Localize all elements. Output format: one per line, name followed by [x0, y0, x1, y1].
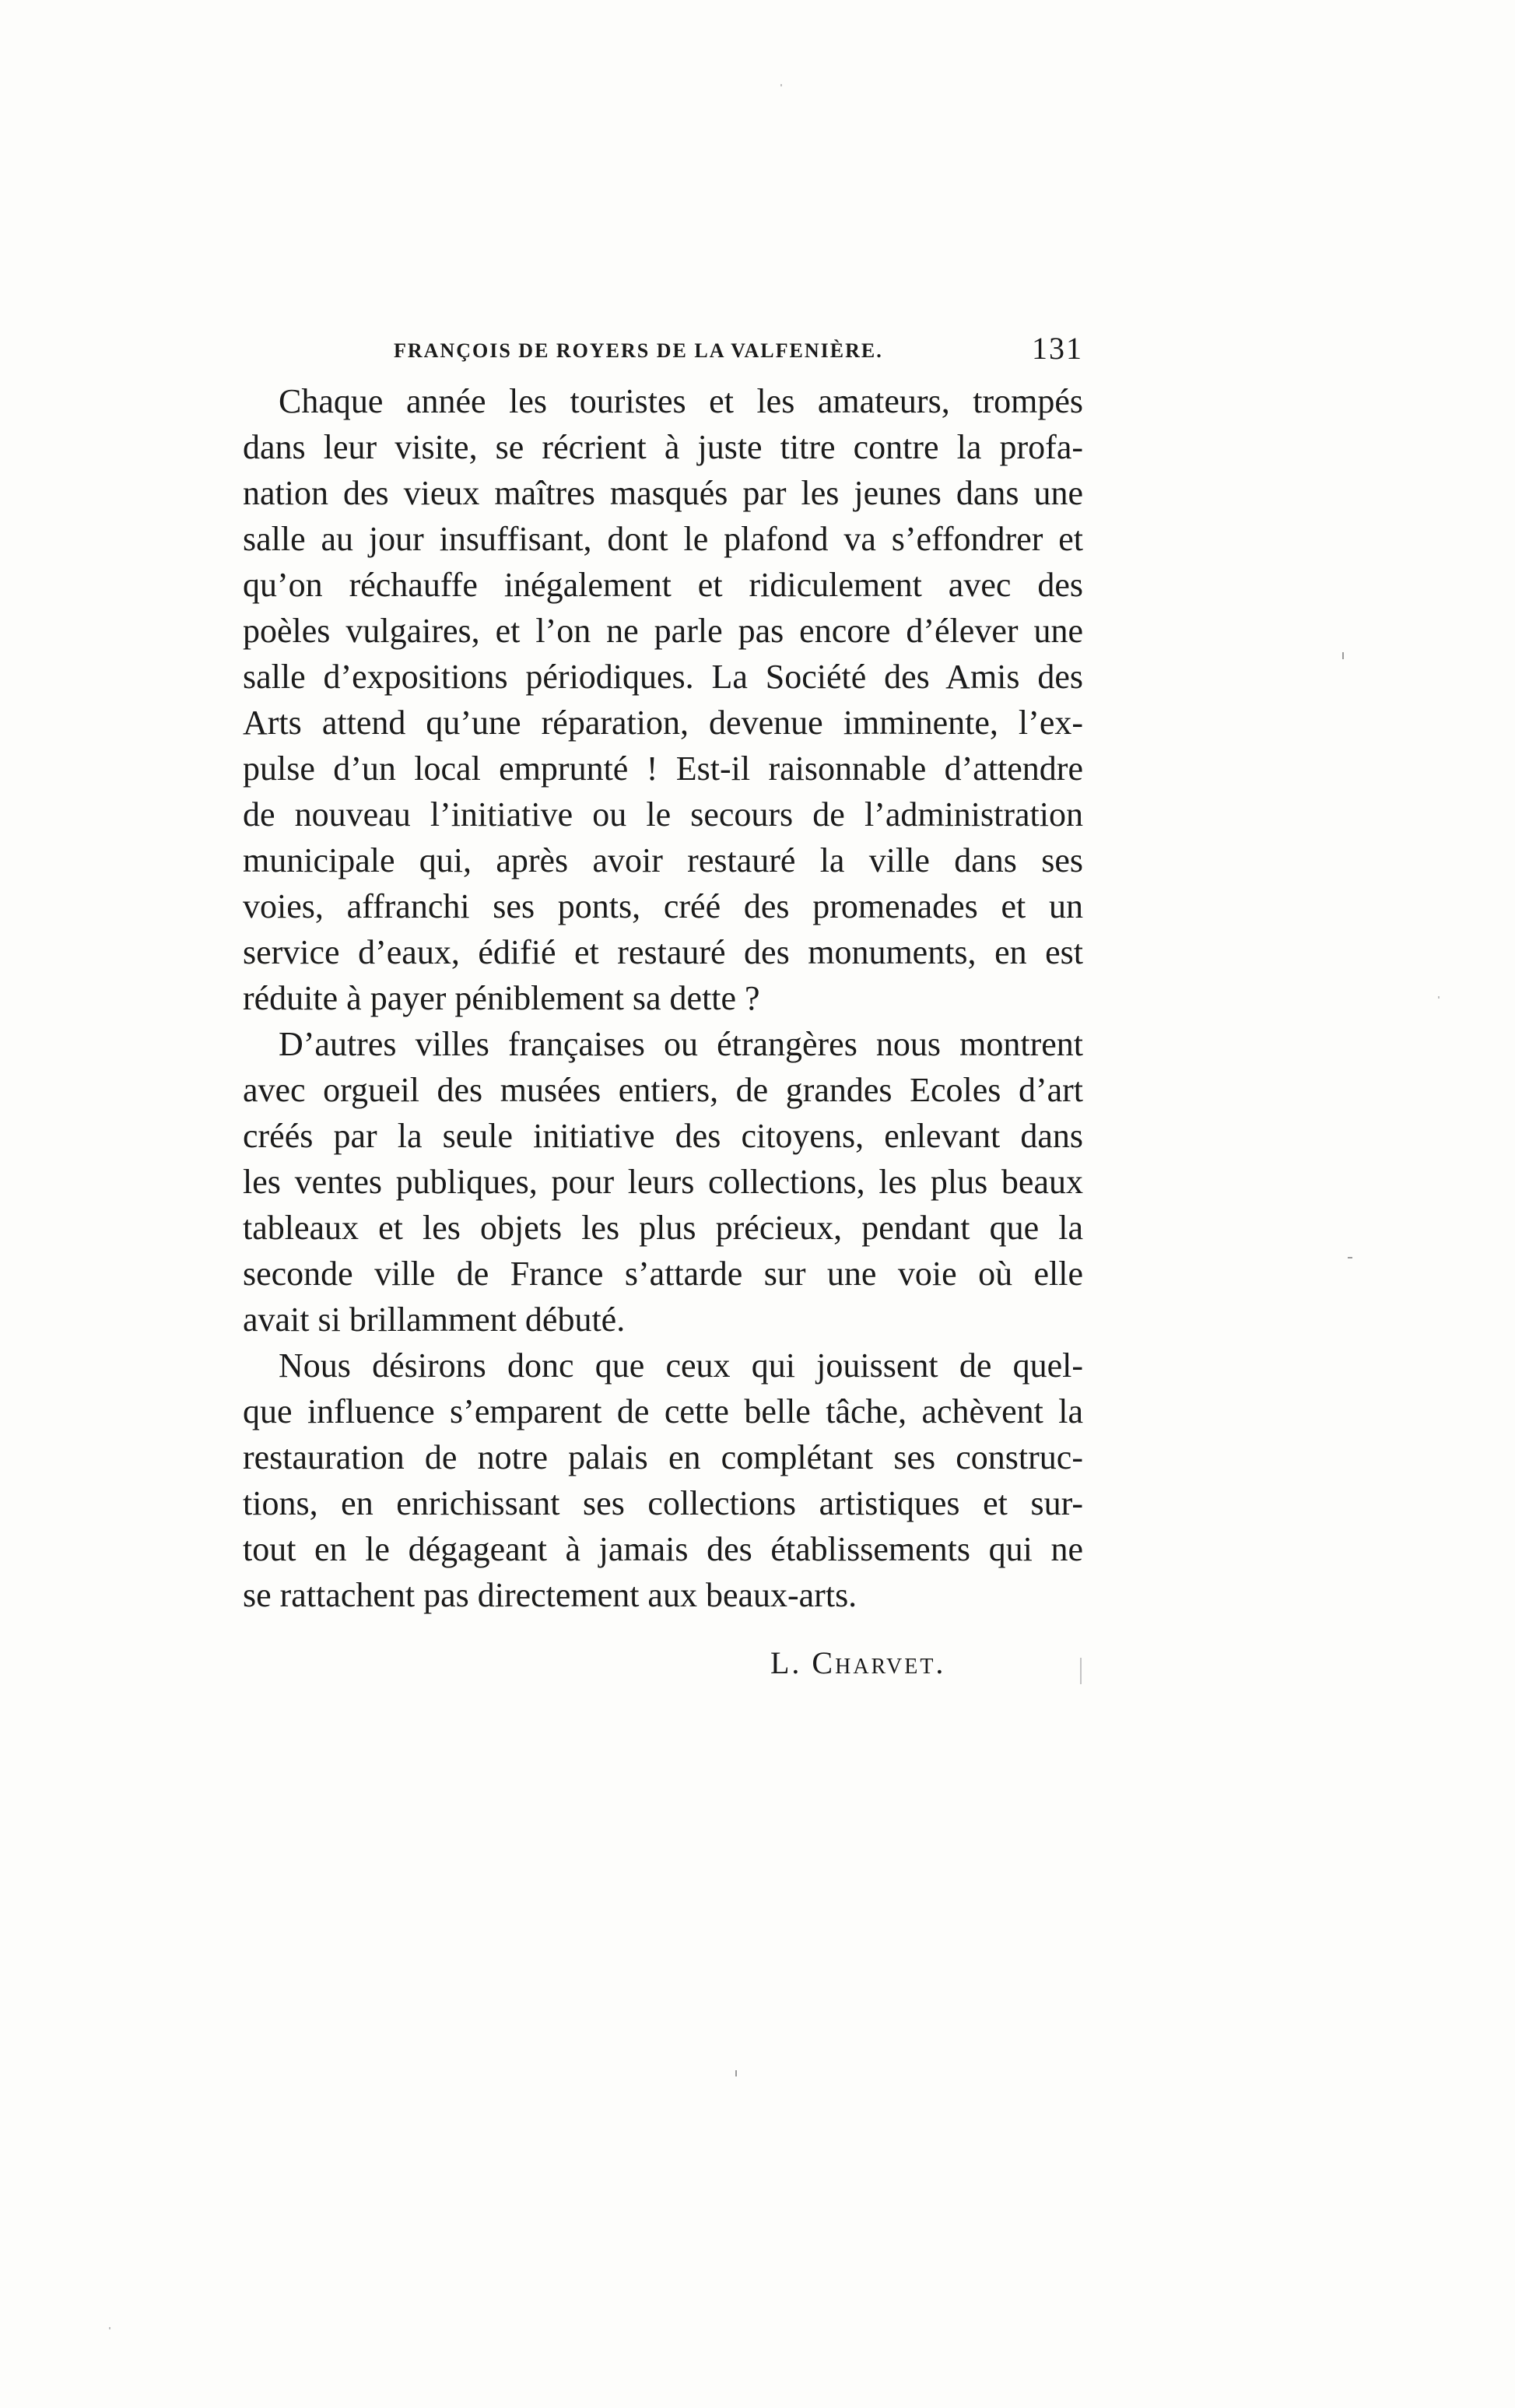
- text-line: que influence s’emparent de cette belle tâche, achèvent la: [243, 1392, 1083, 1430]
- scan-speck: [780, 84, 782, 86]
- text-line: réduite à payer péniblement sa dette ?: [243, 979, 760, 1017]
- body-text: [243, 378, 1083, 1618]
- text-line: créés par la seule initiative des citoyens, enlevant dans: [243, 1117, 1083, 1155]
- text-line: de nouveau l’initiative ou le secours de l’administration: [243, 795, 1083, 834]
- text-line: voies, affranchi ses ponts, créé des promenades et un: [243, 887, 1083, 925]
- text-line: seconde ville de France s’attarde sur une voie où elle: [243, 1255, 1083, 1293]
- scan-speck: [1342, 652, 1344, 659]
- text-line: Arts attend qu’une réparation, devenue imminente, l’ex-: [243, 704, 1083, 742]
- scan-speck: [735, 2070, 737, 2076]
- text-line: nation des vieux maîtres masqués par les jeunes dans une: [243, 474, 1083, 512]
- text-line: les ventes publiques, pour leurs collections, les plus beaux: [243, 1163, 1083, 1201]
- text-line: tout en le dégageant à jamais des établissements qui ne: [243, 1530, 1083, 1568]
- scan-speck: [1348, 1257, 1352, 1258]
- text-line: salle d’expositions périodiques. La Société des Amis des: [243, 658, 1083, 696]
- text-line: poèles vulgaires, et l’on ne parle pas encore d’élever une: [243, 612, 1083, 650]
- page-number: 131: [1032, 331, 1083, 366]
- text-line: salle au jour insuffisant, dont le plafond va s’effondrer et: [243, 520, 1083, 558]
- text-line: Chaque année les touristes et les amateurs, trompés: [279, 382, 1083, 420]
- text-line: tions, en enrichissant ses collections artistiques et sur-: [243, 1484, 1083, 1522]
- text-line: avec orgueil des musées entiers, de grandes Ecoles d’art: [243, 1071, 1083, 1109]
- text-line: se rattachent pas directement aux beaux-arts.: [243, 1576, 857, 1614]
- running-head: [243, 330, 1083, 377]
- text-line: tableaux et les objets les plus précieux, pendant que la: [243, 1209, 1083, 1247]
- author-signature: L. Charvet.: [770, 1645, 946, 1680]
- scan-speck: [1438, 996, 1440, 999]
- text-line: municipale qui, après avoir restauré la ville dans ses: [243, 841, 1083, 879]
- text-line: avait si brillamment débuté.: [243, 1301, 626, 1339]
- running-title: FRANÇOIS DE ROYERS DE LA VALFENIÈRE.: [394, 339, 883, 362]
- text-line: dans leur visite, se récrient à juste titre contre la profa-: [243, 428, 1083, 466]
- scan-speck: [109, 2327, 110, 2329]
- text-line: service d’eaux, édifié et restauré des monuments, en est: [243, 933, 1083, 971]
- text-line: restauration de notre palais en complétant ses construc-: [243, 1438, 1083, 1476]
- text-line: pulse d’un local emprunté ! Est-il raisonnable d’attendre: [243, 749, 1083, 788]
- text-line: qu’on réchauffe inégalement et ridiculement avec des: [243, 566, 1083, 604]
- text-line: D’autres villes françaises ou étrangères nous montrent: [279, 1025, 1083, 1063]
- scan-speck: [1080, 1658, 1082, 1684]
- text-line: Nous désirons donc que ceux qui jouissent de quel-: [279, 1346, 1083, 1385]
